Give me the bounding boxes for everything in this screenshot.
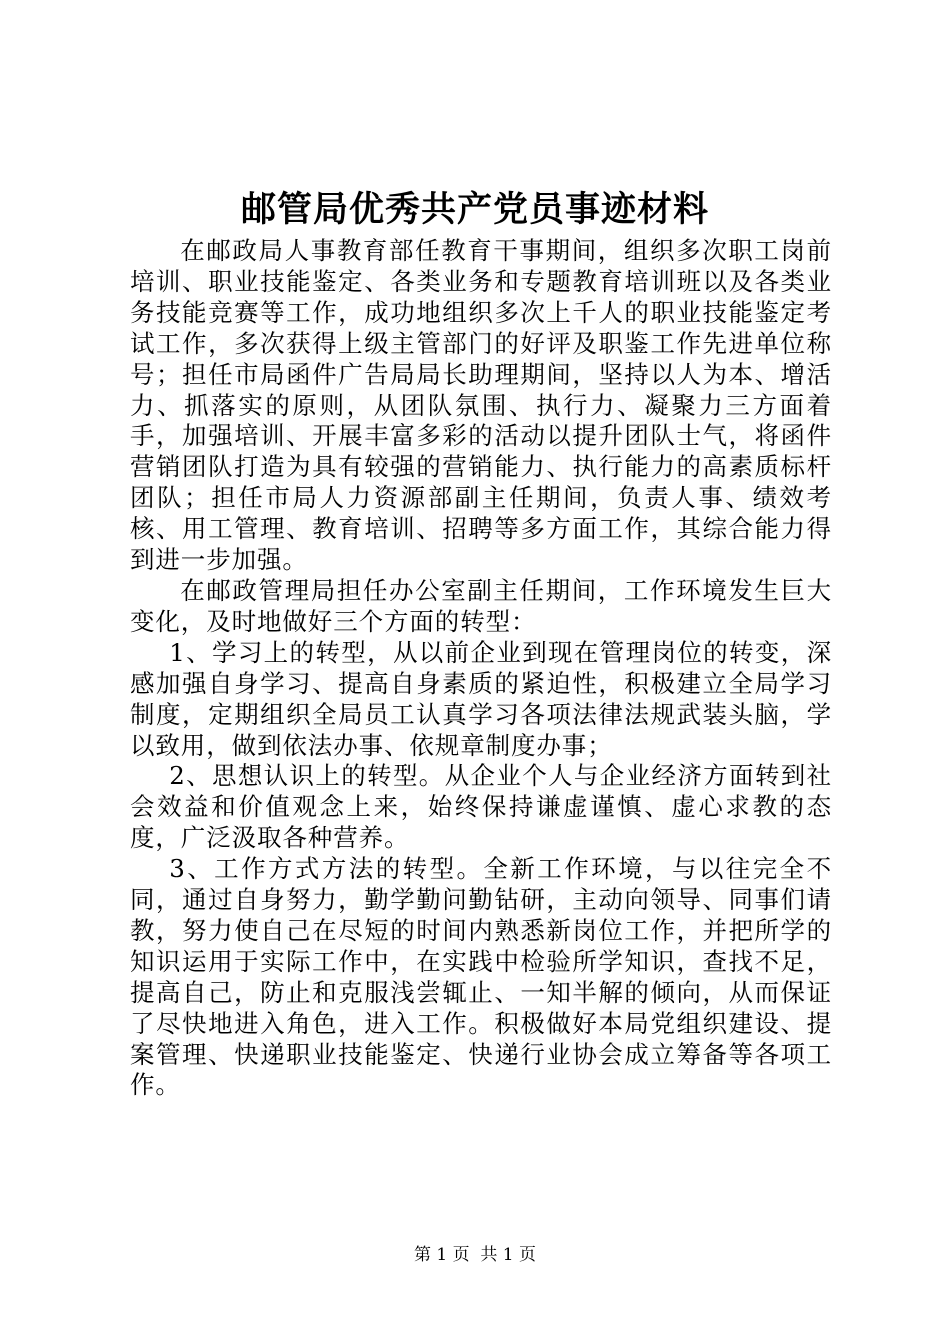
paragraph-thinking-transition: 2、思想认识上的转型。从企业个人与企业经济方面转到社会效益和价值观念上来，始终保持谦虚谨慎、虚心求教的态度，广泛汲取各种营养。 bbox=[130, 761, 832, 853]
page-number-label: 第 1 页 共 1 页 bbox=[413, 1245, 537, 1265]
page-footer bbox=[0, 1244, 950, 1266]
paragraph-office-transition: 在邮政管理局担任办公室副主任期间，工作环境发生巨大变化，及时地做好三个方面的转型： bbox=[130, 575, 832, 636]
paragraph-method-transition: 3、工作方式方法的转型。全新工作环境，与以往完全不同，通过自身努力，勤学勤问勤钻研，主动向领导、同事们请教，努力使自己在尽短的时间内熟悉新岗位工作，并把所学的知识运用于实际工作中，在实践中检验所学知识，查找不足，提高自己，防止和克服浅尝辄止、一知半解的倾向，从而保证了尽快地进入角色，进入工作。积极做好本局党组织建设、提案管理、快递职业技能鉴定、快递行业协会成立筹备等各项工作。 bbox=[130, 854, 832, 1100]
paragraph-personnel-experience: 在邮政局人事教育部任教育干事期间，组织多次职工岗前培训、职业技能鉴定、各类业务和专题教育培训班以及各类业务技能竞赛等工作，成功地组织多次上千人的职业技能鉴定考试工作，多次获得上级主管部门的好评及职鉴工作先进单位称号；担任市局函件广告局局长助理期间，坚持以人为本、增活力、抓落实的原则，从团队氛围、执行力、凝聚力三方面着手，加强培训、开展丰富多彩的活动以提升团队士气，将函件营销团队打造为具有较强的营销能力、执行能力的高素质标杆团队；担任市局人力资源部副主任期间，负责人事、绩效考核、用工管理、教育培训、招聘等多方面工作，其综合能力得到进一步加强。 bbox=[130, 236, 832, 575]
document-title: 邮管局优秀共产党员事迹材料 bbox=[240, 189, 709, 230]
paragraph-learning-transition: 1、学习上的转型，从以前企业到现在管理岗位的转变，深感加强自身学习、提高自身素质的紧迫性，积极建立全局学习制度，定期组织全局员工认真学习各项法律法规武装头脑，学以致用，做到依法办事、依规章制度办事； bbox=[130, 637, 832, 760]
document-body bbox=[130, 236, 832, 1101]
